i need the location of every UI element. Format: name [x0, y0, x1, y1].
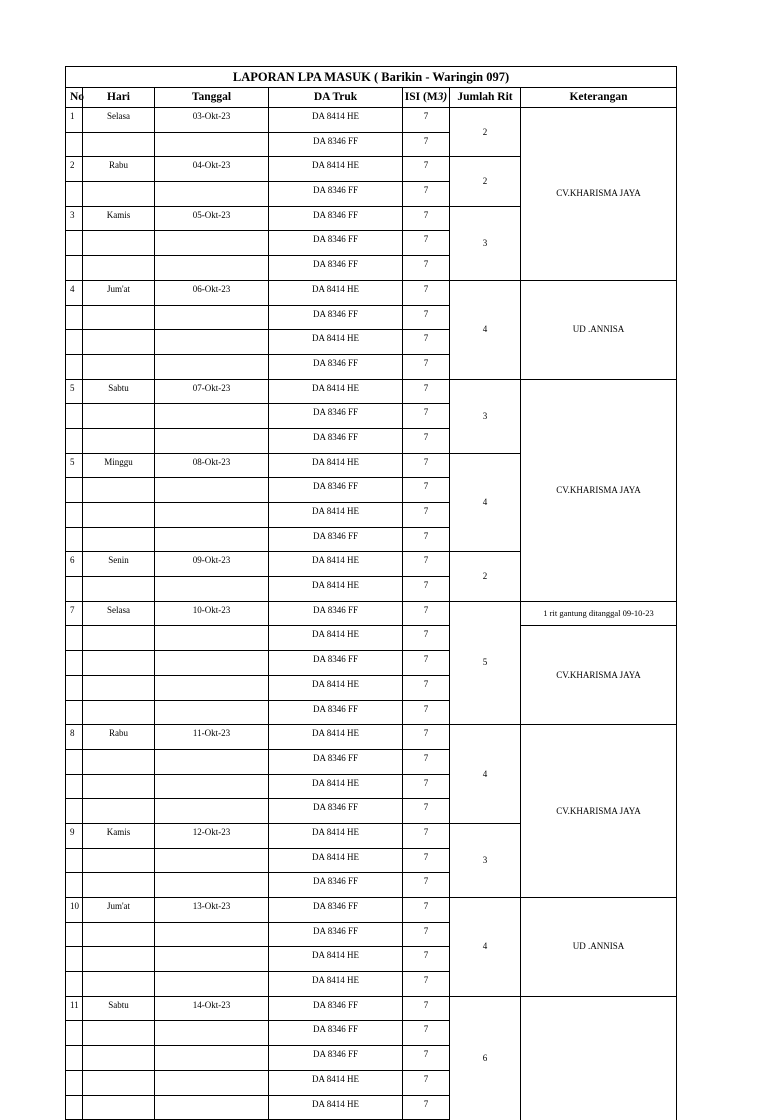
- cell-isi: 7: [403, 725, 450, 750]
- cell-hari: [83, 503, 155, 528]
- cell-tanggal: 08-Okt-23: [155, 453, 269, 478]
- cell-tanggal: [155, 675, 269, 700]
- cell-da-truk: DA 8414 HE: [269, 1070, 403, 1095]
- cell-keterangan: CV.KHARISMA JAYA: [521, 725, 677, 898]
- cell-hari: [83, 354, 155, 379]
- cell-tanggal: [155, 1095, 269, 1120]
- table-row: [66, 379, 677, 404]
- cell-no: [66, 428, 83, 453]
- cell-da-truk: DA 8346 FF: [269, 305, 403, 330]
- cell-da-truk: DA 8346 FF: [269, 601, 403, 626]
- cell-jumlah-rit: 2: [450, 157, 521, 206]
- cell-hari: [83, 651, 155, 676]
- cell-no: 2: [66, 157, 83, 182]
- cell-da-truk: DA 8346 FF: [269, 231, 403, 256]
- cell-jumlah-rit: 4: [450, 898, 521, 997]
- cell-tanggal: [155, 330, 269, 355]
- cell-tanggal: [155, 503, 269, 528]
- cell-isi: 7: [403, 330, 450, 355]
- header-no: No: [66, 88, 83, 108]
- cell-jumlah-rit: 2: [450, 108, 521, 157]
- cell-tanggal: 10-Okt-23: [155, 601, 269, 626]
- cell-da-truk: DA 8346 FF: [269, 651, 403, 676]
- cell-da-truk: DA 8346 FF: [269, 354, 403, 379]
- cell-hari: Selasa: [83, 601, 155, 626]
- cell-no: [66, 675, 83, 700]
- cell-tanggal: [155, 947, 269, 972]
- cell-no: [66, 354, 83, 379]
- cell-da-truk: DA 8346 FF: [269, 404, 403, 429]
- cell-hari: [83, 873, 155, 898]
- cell-no: [66, 256, 83, 281]
- cell-no: 1: [66, 108, 83, 133]
- cell-jumlah-rit: 4: [450, 725, 521, 824]
- cell-no: [66, 577, 83, 602]
- cell-tanggal: 03-Okt-23: [155, 108, 269, 133]
- cell-isi: 7: [403, 848, 450, 873]
- cell-isi: 7: [403, 478, 450, 503]
- cell-no: 6: [66, 552, 83, 577]
- cell-isi: 7: [403, 823, 450, 848]
- cell-hari: Kamis: [83, 823, 155, 848]
- cell-isi: 7: [403, 527, 450, 552]
- cell-hari: [83, 947, 155, 972]
- cell-hari: Selasa: [83, 108, 155, 133]
- header-jumlah-rit: Jumlah Rit: [450, 88, 521, 108]
- cell-da-truk: DA 8414 HE: [269, 626, 403, 651]
- cell-hari: [83, 231, 155, 256]
- cell-da-truk: DA 8414 HE: [269, 503, 403, 528]
- cell-no: [66, 626, 83, 651]
- cell-isi: 7: [403, 972, 450, 997]
- cell-da-truk: DA 8346 FF: [269, 799, 403, 824]
- cell-tanggal: 06-Okt-23: [155, 280, 269, 305]
- cell-isi: 7: [403, 280, 450, 305]
- cell-tanggal: [155, 1046, 269, 1071]
- cell-keterangan: UD .ANNISA: [521, 898, 677, 997]
- cell-tanggal: [155, 1021, 269, 1046]
- report-table: [65, 66, 677, 1120]
- cell-da-truk: DA 8346 FF: [269, 428, 403, 453]
- cell-hari: [83, 577, 155, 602]
- cell-jumlah-rit: 3: [450, 823, 521, 897]
- cell-tanggal: [155, 305, 269, 330]
- cell-da-truk: DA 8414 HE: [269, 972, 403, 997]
- cell-keterangan: 1 rit gantung ditanggal 09-10-23: [521, 601, 677, 626]
- cell-tanggal: [155, 799, 269, 824]
- cell-hari: Sabtu: [83, 379, 155, 404]
- cell-isi: 7: [403, 577, 450, 602]
- cell-hari: Senin: [83, 552, 155, 577]
- cell-da-truk: DA 8346 FF: [269, 206, 403, 231]
- cell-tanggal: [155, 231, 269, 256]
- cell-keterangan: CV.KHARISMA JAYA: [521, 108, 677, 281]
- cell-no: [66, 478, 83, 503]
- cell-isi: 7: [403, 1070, 450, 1095]
- cell-da-truk: DA 8414 HE: [269, 848, 403, 873]
- cell-tanggal: [155, 749, 269, 774]
- cell-no: 5: [66, 379, 83, 404]
- cell-no: [66, 330, 83, 355]
- cell-isi: 7: [403, 601, 450, 626]
- cell-hari: [83, 922, 155, 947]
- cell-no: 4: [66, 280, 83, 305]
- cell-hari: [83, 675, 155, 700]
- cell-jumlah-rit: 2: [450, 552, 521, 601]
- header-isi: [403, 88, 450, 108]
- cell-no: 11: [66, 996, 83, 1021]
- cell-da-truk: DA 8414 HE: [269, 453, 403, 478]
- cell-isi: 7: [403, 108, 450, 133]
- cell-no: [66, 1021, 83, 1046]
- cell-da-truk: DA 8346 FF: [269, 898, 403, 923]
- cell-isi: 7: [403, 947, 450, 972]
- cell-jumlah-rit: 6: [450, 996, 521, 1119]
- cell-no: [66, 1046, 83, 1071]
- cell-no: [66, 700, 83, 725]
- cell-da-truk: DA 8414 HE: [269, 552, 403, 577]
- cell-tanggal: 05-Okt-23: [155, 206, 269, 231]
- cell-hari: [83, 478, 155, 503]
- cell-tanggal: [155, 972, 269, 997]
- cell-no: [66, 231, 83, 256]
- header-da-truk: DA Truk: [269, 88, 403, 108]
- table-row: [66, 108, 677, 133]
- cell-isi: 7: [403, 404, 450, 429]
- cell-no: [66, 132, 83, 157]
- table-row: [66, 898, 677, 923]
- cell-isi: 7: [403, 1046, 450, 1071]
- cell-hari: [83, 305, 155, 330]
- cell-isi: 7: [403, 354, 450, 379]
- table-row: [66, 626, 677, 651]
- cell-hari: [83, 527, 155, 552]
- cell-hari: [83, 1021, 155, 1046]
- cell-isi: 7: [403, 428, 450, 453]
- cell-hari: Rabu: [83, 157, 155, 182]
- cell-hari: Kamis: [83, 206, 155, 231]
- cell-hari: Sabtu: [83, 996, 155, 1021]
- cell-isi: 7: [403, 749, 450, 774]
- cell-isi: 7: [403, 206, 450, 231]
- cell-jumlah-rit: 4: [450, 453, 521, 552]
- cell-tanggal: 13-Okt-23: [155, 898, 269, 923]
- cell-keterangan: UD .ANNISA: [521, 280, 677, 379]
- cell-no: [66, 651, 83, 676]
- cell-tanggal: [155, 478, 269, 503]
- cell-no: 9: [66, 823, 83, 848]
- cell-da-truk: DA 8414 HE: [269, 157, 403, 182]
- cell-da-truk: DA 8414 HE: [269, 947, 403, 972]
- cell-hari: [83, 132, 155, 157]
- header-tanggal: Tanggal: [155, 88, 269, 108]
- cell-tanggal: [155, 626, 269, 651]
- cell-isi: 7: [403, 305, 450, 330]
- table-row: [66, 601, 677, 626]
- cell-jumlah-rit: 4: [450, 280, 521, 379]
- cell-da-truk: DA 8414 HE: [269, 725, 403, 750]
- cell-tanggal: [155, 428, 269, 453]
- cell-no: [66, 527, 83, 552]
- cell-da-truk: DA 8346 FF: [269, 1046, 403, 1071]
- title-row: [66, 67, 677, 88]
- cell-no: 10: [66, 898, 83, 923]
- cell-da-truk: DA 8414 HE: [269, 823, 403, 848]
- cell-tanggal: [155, 404, 269, 429]
- cell-da-truk: DA 8346 FF: [269, 527, 403, 552]
- cell-tanggal: [155, 1070, 269, 1095]
- cell-tanggal: 04-Okt-23: [155, 157, 269, 182]
- cell-da-truk: DA 8346 FF: [269, 256, 403, 281]
- cell-tanggal: [155, 873, 269, 898]
- cell-hari: [83, 1070, 155, 1095]
- cell-no: [66, 404, 83, 429]
- cell-hari: [83, 256, 155, 281]
- cell-hari: Rabu: [83, 725, 155, 750]
- cell-hari: [83, 799, 155, 824]
- cell-hari: [83, 972, 155, 997]
- cell-da-truk: DA 8414 HE: [269, 330, 403, 355]
- cell-no: [66, 503, 83, 528]
- cell-isi: 7: [403, 996, 450, 1021]
- cell-no: 8: [66, 725, 83, 750]
- cell-hari: [83, 1095, 155, 1120]
- cell-tanggal: 07-Okt-23: [155, 379, 269, 404]
- cell-isi: 7: [403, 1095, 450, 1120]
- cell-no: [66, 305, 83, 330]
- report-table-body: [66, 67, 677, 1120]
- cell-isi: 7: [403, 626, 450, 651]
- cell-hari: [83, 626, 155, 651]
- cell-hari: Jum'at: [83, 898, 155, 923]
- cell-isi: 7: [403, 182, 450, 207]
- cell-isi: 7: [403, 503, 450, 528]
- header-isi-prefix: ISI (M: [404, 90, 438, 103]
- cell-da-truk: DA 8346 FF: [269, 996, 403, 1021]
- cell-hari: [83, 428, 155, 453]
- cell-keterangan: CV.KHARISMA JAYA: [521, 379, 677, 601]
- cell-hari: [83, 182, 155, 207]
- cell-no: 3: [66, 206, 83, 231]
- header-keterangan: Keterangan: [521, 88, 677, 108]
- cell-isi: 7: [403, 922, 450, 947]
- cell-no: [66, 848, 83, 873]
- cell-da-truk: DA 8414 HE: [269, 379, 403, 404]
- cell-no: [66, 774, 83, 799]
- header-row: [66, 88, 677, 108]
- cell-da-truk: DA 8414 HE: [269, 577, 403, 602]
- cell-da-truk: DA 8414 HE: [269, 774, 403, 799]
- cell-hari: [83, 848, 155, 873]
- cell-tanggal: [155, 256, 269, 281]
- report-title: LAPORAN LPA MASUK ( Barikin - Waringin 097): [66, 67, 677, 88]
- cell-tanggal: [155, 848, 269, 873]
- cell-tanggal: [155, 182, 269, 207]
- cell-tanggal: [155, 354, 269, 379]
- cell-no: [66, 799, 83, 824]
- cell-hari: [83, 774, 155, 799]
- cell-hari: [83, 1046, 155, 1071]
- cell-da-truk: DA 8346 FF: [269, 749, 403, 774]
- cell-isi: 7: [403, 157, 450, 182]
- cell-no: [66, 182, 83, 207]
- cell-no: [66, 972, 83, 997]
- table-row: [66, 280, 677, 305]
- cell-tanggal: [155, 700, 269, 725]
- cell-jumlah-rit: 5: [450, 601, 521, 724]
- cell-tanggal: [155, 922, 269, 947]
- cell-hari: [83, 749, 155, 774]
- cell-da-truk: DA 8346 FF: [269, 873, 403, 898]
- cell-da-truk: DA 8346 FF: [269, 478, 403, 503]
- cell-tanggal: [155, 651, 269, 676]
- cell-tanggal: [155, 527, 269, 552]
- cell-da-truk: DA 8346 FF: [269, 1021, 403, 1046]
- table-row: [66, 996, 677, 1021]
- cell-isi: 7: [403, 651, 450, 676]
- cell-isi: 7: [403, 774, 450, 799]
- cell-da-truk: DA 8414 HE: [269, 280, 403, 305]
- cell-keterangan: CV.KHARISMA JAYA: [521, 626, 677, 725]
- cell-jumlah-rit: 3: [450, 379, 521, 453]
- cell-da-truk: DA 8414 HE: [269, 1095, 403, 1120]
- header-isi-suffix: ): [443, 90, 448, 103]
- cell-isi: 7: [403, 898, 450, 923]
- cell-isi: 7: [403, 1021, 450, 1046]
- header-isi-sup: 3: [437, 90, 444, 103]
- header-hari: Hari: [83, 88, 155, 108]
- cell-no: 7: [66, 601, 83, 626]
- cell-isi: 7: [403, 552, 450, 577]
- cell-no: [66, 1095, 83, 1120]
- cell-isi: 7: [403, 799, 450, 824]
- cell-no: [66, 749, 83, 774]
- cell-no: [66, 922, 83, 947]
- cell-no: [66, 1070, 83, 1095]
- cell-tanggal: 12-Okt-23: [155, 823, 269, 848]
- cell-isi: 7: [403, 132, 450, 157]
- cell-isi: 7: [403, 675, 450, 700]
- cell-tanggal: [155, 132, 269, 157]
- cell-tanggal: 09-Okt-23: [155, 552, 269, 577]
- cell-isi: 7: [403, 700, 450, 725]
- table-row: [66, 725, 677, 750]
- cell-keterangan: [521, 996, 677, 1119]
- cell-isi: 7: [403, 231, 450, 256]
- cell-da-truk: DA 8346 FF: [269, 182, 403, 207]
- cell-tanggal: 14-Okt-23: [155, 996, 269, 1021]
- cell-isi: 7: [403, 379, 450, 404]
- cell-da-truk: DA 8346 FF: [269, 700, 403, 725]
- cell-tanggal: [155, 577, 269, 602]
- cell-da-truk: DA 8414 HE: [269, 675, 403, 700]
- cell-hari: Minggu: [83, 453, 155, 478]
- cell-da-truk: DA 8414 HE: [269, 108, 403, 133]
- cell-isi: 7: [403, 873, 450, 898]
- cell-da-truk: DA 8346 FF: [269, 922, 403, 947]
- cell-hari: Jum'at: [83, 280, 155, 305]
- cell-hari: [83, 404, 155, 429]
- cell-no: [66, 873, 83, 898]
- cell-isi: 7: [403, 453, 450, 478]
- cell-hari: [83, 330, 155, 355]
- cell-no: 5: [66, 453, 83, 478]
- cell-hari: [83, 700, 155, 725]
- cell-tanggal: 11-Okt-23: [155, 725, 269, 750]
- cell-tanggal: [155, 774, 269, 799]
- cell-no: [66, 947, 83, 972]
- cell-da-truk: DA 8346 FF: [269, 132, 403, 157]
- cell-isi: 7: [403, 256, 450, 281]
- cell-jumlah-rit: 3: [450, 206, 521, 280]
